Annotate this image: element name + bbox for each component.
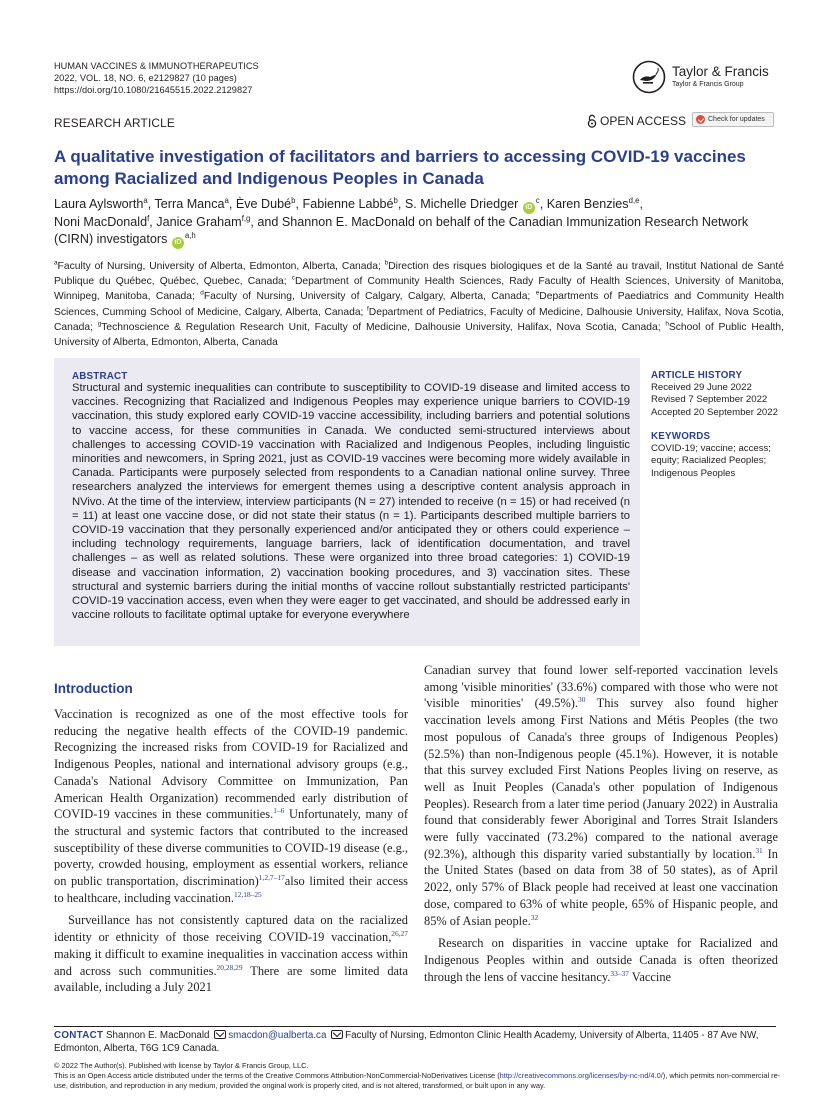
author[interactable]: Fabienne Labbé$^b$ bbox=[302, 195, 398, 211]
paragraph: Surveillance has not consistently captured data on the racialized identity or ethnicity of those receiving COVID-19 vaccination,$^{26,27}$ making it difficult to examine inequalities in vaccination access within and across such communities.$^{20,28,29}$ There are some limited data available, including a July 2021 bbox=[54, 913, 408, 995]
introduction-heading: Introduction bbox=[54, 681, 133, 696]
article-history bbox=[651, 370, 801, 419]
copyright-line: © 2022 The Author(s). Published with license by Taylor & Francis Group, LLC. bbox=[54, 1061, 309, 1070]
open-access-label: OPEN ACCESS bbox=[600, 114, 687, 128]
citation-link[interactable]: 1,2,7–17 bbox=[258, 872, 285, 882]
keywords-text: COVID-19; vaccine; access; equity; Racialized Peoples; Indigenous Peoples bbox=[651, 443, 771, 479]
copyright-notice bbox=[54, 1061, 784, 1092]
orcid-icon[interactable]: iD bbox=[172, 237, 184, 249]
revised-date: Revised 7 September 2022 bbox=[651, 394, 768, 406]
publisher-group: Taylor & Francis Group bbox=[672, 81, 744, 88]
author[interactable]: Janice Graham$^{f,g}$ bbox=[156, 213, 251, 229]
citation-link[interactable]: 33–37 bbox=[610, 968, 629, 978]
keywords-heading: KEYWORDS bbox=[651, 431, 711, 442]
author[interactable]: Ève Dubé$^b$ bbox=[235, 195, 296, 211]
keywords bbox=[651, 431, 781, 480]
body-column-left bbox=[54, 706, 408, 996]
doi-link[interactable]: https://doi.org/10.1080/21645515.2022.2129827 bbox=[54, 85, 253, 95]
citation-link[interactable]: 20,28,29 bbox=[216, 962, 243, 972]
contact-label: CONTACT bbox=[54, 1030, 104, 1041]
citation-link[interactable]: 31 bbox=[755, 845, 763, 855]
article-type: RESEARCH ARTICLE bbox=[54, 116, 175, 130]
author[interactable]: Noni MacDonald$^f$ bbox=[54, 213, 150, 229]
author[interactable]: Shannon E. MacDonald on behalf of the Canadian Immunization Research Network (CIRN) investigators iD$^{a,h}$ bbox=[54, 215, 748, 246]
open-access-badge bbox=[587, 114, 686, 128]
author[interactable]: Laura Aylsworth$^a$ bbox=[54, 195, 148, 211]
open-lock-icon bbox=[587, 114, 597, 128]
journal-name: HUMAN VACCINES & IMMUNOTHERAPEUTICS bbox=[54, 61, 259, 71]
check-updates-icon bbox=[696, 115, 705, 124]
contact-address: Faculty of Nursing, Edmonton Clinic Health Academy, University of Alberta, 11405 - 87 Ave NW, Edmonton, Alberta, T6G 1C9 Canada. bbox=[54, 1030, 759, 1054]
abstract-text: Structural and systemic inequalities can contribute to susceptibility to COVID-19 disease and limited access to vaccines. Recognizing that Racialized and Indigenous Peoples may experience unique barriers to COVID-19 vaccination, this study explored early COVID-19 vaccine accessibility, including barriers and potential solutions to vaccine access, for these communities in Canada. We conducted semi-structured interviews about challenges to accessing COVID-19 vaccination with Racialized and Indigenous Peoples, including linguistic minorities and newcomers, in Spring 2021, just as COVID-19 vaccines were becoming more widely available in Canada. Participants were purposely selected from respondents to a Canadian national online survey. Three researchers analyzed the interviews for emergent themes using a descriptive content analysis approach in NVivo. At the time of the interview, interview participants (N = 27) intended to receive (n = 15) or had received (n = 11) at least one vaccine dose, or did not state their status (n = 1). Participants described multiple barriers to COVID-19 vaccination that they personally experienced and/or anticipated they or others could experience – including technology requirements, language barriers, lack of identification documentation, and travel challenges – as well as related solutions. These were organized into three broad categories: 1) COVID-19 disease and vaccination information, 2) vaccination booking procedures, and 3) vaccination sites. These structural and systemic barriers during the initial months of vaccine rollout substantially restricted participants' COVID-19 vaccination access, even when they were eager to get vaccinated, and should be addressed early in vaccine rollouts to facilitate optimal uptake for everyone everywhere bbox=[72, 382, 630, 622]
check-updates-label: Check for updates bbox=[708, 116, 765, 123]
citation-link[interactable]: 32 bbox=[530, 912, 539, 922]
contact-info bbox=[54, 1030, 784, 1055]
article-history-heading: ARTICLE HISTORY bbox=[651, 370, 743, 381]
taylor-francis-lamp-icon bbox=[632, 60, 666, 94]
orcid-icon[interactable]: iD bbox=[523, 202, 535, 214]
check-for-updates-button[interactable] bbox=[692, 112, 774, 127]
body-column-right bbox=[424, 662, 778, 985]
author[interactable]: Terra Manca$^a$ bbox=[154, 195, 229, 211]
license-link[interactable]: http://creativecommons.org/licenses/by-nc-nd/4.0/ bbox=[499, 1071, 663, 1081]
affiliations: $^a$Faculty of Nursing, University of Alberta, Edmonton, Alberta, Canada; $^b$Direction des risques biologiques et de la Santé au travail, Institut National de Santé Publique du Québec, Québec, Quebec, Canada; $^c$Department of Community Health Sciences, Rady Faculty of Health Sciences, University of Manitoba, Winnipeg, Manitoba, Canada; $^d$Faculty of Nursing, University of Calgary, Calgary, Alberta, Canada; $^e$Departments of Paediatrics and Community Health Sciences, Cumming School of Medicine, Calgary, Alberta, Canada; $^f$Department of Pediatrics, Faculty of Medicine, Dalhousie University, Halifax, Nova Scotia, Canada; $^g$Technoscience & Regulation Research Unit, Faculty of Medicine, Dalhousie University, Halifax, Nova Scotia, Canada; $^h$School of Public Health, University of Alberta, Edmonton, Alberta, Canada bbox=[54, 259, 784, 349]
citation-link[interactable]: 26,27 bbox=[391, 929, 408, 939]
publisher-name: Taylor & Francis bbox=[672, 64, 769, 79]
paragraph: Canadian survey that found lower self-reported vaccination levels among 'visible minorities' (33.6%) compared with those who were not 'visible minorities' (49.5%).$^{30}$ This survey also found higher vaccination levels among First Nations and Métis Peoples (the two most populous of Canada's three groups of Indigenous Peoples) (52.5%) than non-Indigenous people (45.1%). However, it is notable that this survey excluded First Nations Peoples living on reserve, as well as Inuit Peoples (Canada's other population of Indigenous Peoples). Research from a later time period (January 2022) in Australia found that considerably fewer Aboriginal and Torres Strait Islanders were fully vaccinated (73.2%) compared to the national average (92.3%), although this disparity varied substantially by location.$^{31}$ In the United States (based on data from 38 of 50 states), as of April 2022, only 57% of Black people had received at least one vaccination dose, compared to 63% of white people, 65% of Hispanic people, and 85% of Asian people.$^{32}$ bbox=[424, 663, 778, 928]
contact-divider bbox=[54, 1026, 776, 1027]
citation-link[interactable]: 30 bbox=[578, 695, 586, 705]
address-icon bbox=[331, 1030, 343, 1039]
author[interactable]: S. Michelle Driedger $iD^c$ bbox=[405, 197, 540, 211]
paragraph: Vaccination is recognized as one of the most effective tools for reducing the negative health effects of the COVID-19 pandemic. Recognizing the increased risks from COVID-19 for Racialized and Indigenous Peoples, national and international advisory groups (e.g., Canada's National Advisory Committee on Immunization, Pan American Health Organization) recommended early distribution of COVID-19 vaccines in these communities.$^{1-6}$ Unfortunately, many of the structural and systemic factors that contributed to the increased susceptibility of these diverse communities to COVID-19 disease (e.g., poverty, crowded housing, employment as essential workers, reliance on public transportation, discrimination)$^{1,2,7-17}$also limited their access to healthcare, including vaccination.$^{12,18-25}$ bbox=[54, 707, 408, 905]
article-title: A qualitative investigation of facilitators and barriers to accessing COVID-19 vaccines among Racialized and Indigenous Peoples in Canada bbox=[54, 147, 746, 188]
contact-name: Shannon E. MacDonald bbox=[106, 1030, 210, 1041]
contact-email[interactable]: smacdon@ualberta.ca bbox=[228, 1030, 327, 1041]
author[interactable]: Karen Benzies$^{d,e}$ bbox=[546, 195, 640, 211]
accepted-date: Accepted 20 September 2022 bbox=[651, 406, 778, 418]
paragraph: Research on disparities in vaccine uptake for Racialized and Indigenous Peoples within and outside Canada is often theorized through the lens of vaccine hesitancy.$^{33-37}$ Vaccine bbox=[424, 936, 778, 984]
citation-link[interactable]: 12,18–25 bbox=[233, 889, 262, 899]
journal-info bbox=[54, 60, 259, 96]
license-text: This is an Open Access article distributed under the terms of the Creative Commons Attribution-NonCommercial-NoDerivatives License (http://creativecommons.org/licenses/by-nc-nd/4.0/), which permits non-commercial re-use, distribution, and reproduction in any medium, provided the original work is properly cited, and is not altered, transformed, or built upon in any way. bbox=[54, 1071, 781, 1091]
abstract-heading: ABSTRACT bbox=[72, 371, 128, 382]
publisher-logo bbox=[632, 60, 782, 94]
volume-line: 2022, VOL. 18, NO. 6, e2129827 (10 pages) bbox=[54, 73, 237, 83]
email-icon bbox=[214, 1030, 226, 1039]
author-list: Laura Aylsworth$^a$, Terra Manca$^a$, Ève Dubé$^b$, Fabienne Labbé$^b$, S. Michelle Driedger $iD^c$, Karen Benzies$^{d,e}$, Noni MacDonald$^f$, Janice Graham$^{f,g}$, and Shannon E. MacDonald on behalf of the Canadian Immunization Research Network (CIRN) investigators iD$^{a,h}$ bbox=[54, 196, 784, 249]
citation-link[interactable]: 1–6 bbox=[273, 806, 285, 816]
received-date: Received 29 June 2022 bbox=[651, 382, 752, 394]
